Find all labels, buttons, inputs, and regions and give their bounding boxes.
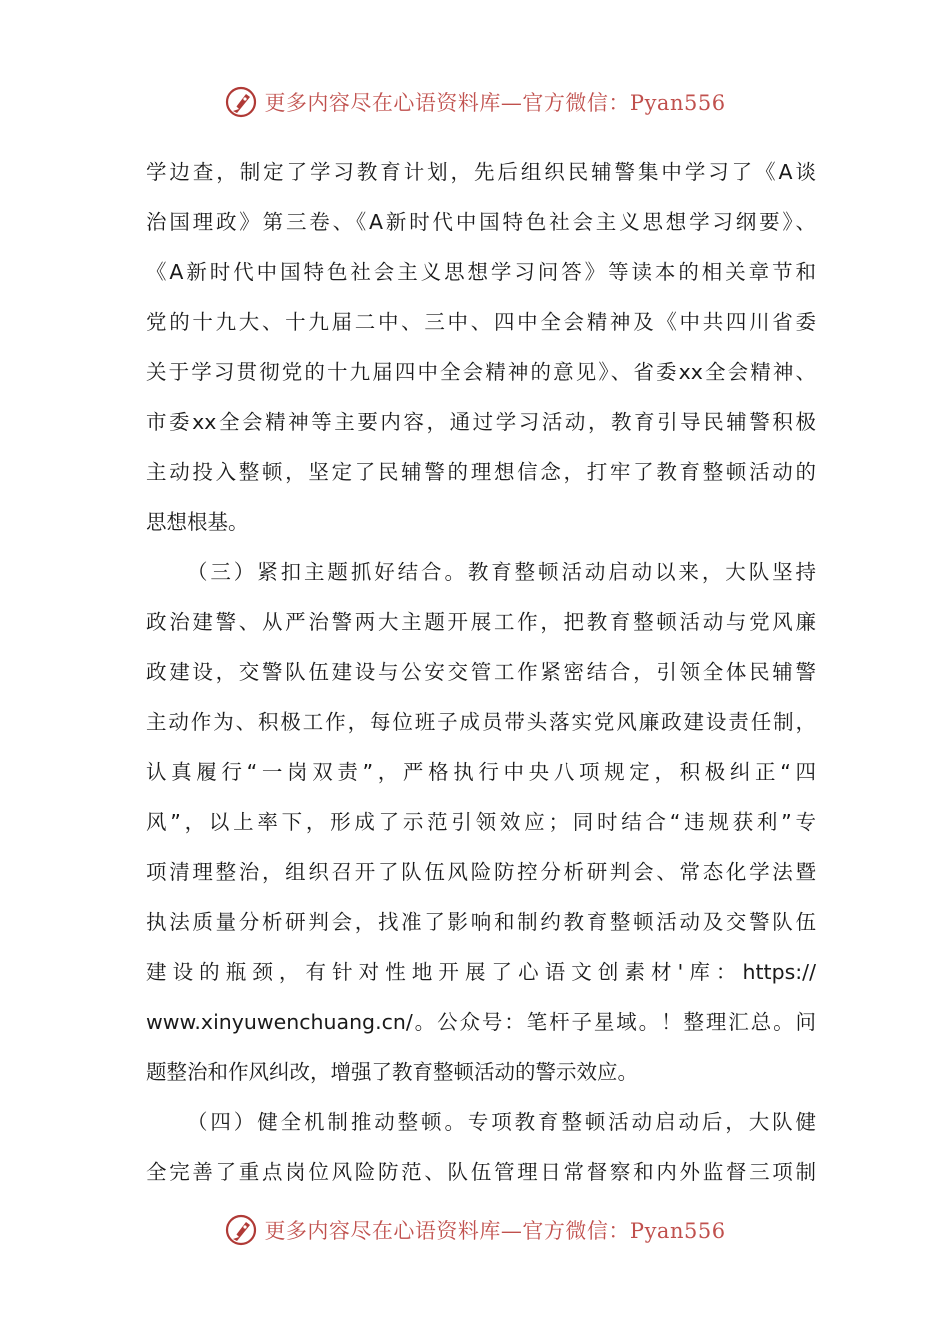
text-line: 题整治和作风纠改，增强了教育整顿活动的警示效应。: [146, 1060, 638, 1084]
text-line: 认真履行“一岗双责”，严格执行中央八项规定，积极纠正“四: [146, 760, 816, 784]
text-line: 思想根基。: [146, 510, 249, 534]
text-line: 学边查，制定了学习教育计划，先后组织民辅警集中学习了《A谈: [146, 160, 816, 184]
banner-text: 更多内容尽在心语资料库—官方微信：Pyan556: [264, 1219, 726, 1243]
footer-watermark-banner: [0, 1210, 950, 1250]
text-line: 执法质量分析研判会，找准了影响和制约教育整顿活动及交警队伍: [146, 910, 816, 934]
banner-text: 更多内容尽在心语资料库—官方微信：Pyan556: [264, 91, 726, 115]
pen-nib-logo-icon: [224, 85, 258, 119]
text-line: 关于学习贯彻党的十九届四中全会精神的意见》、省委xx全会精神、: [146, 360, 816, 384]
header-watermark-banner: [0, 82, 950, 122]
text-line: 主动作为、积极工作，每位班子成员带头落实党风廉政建设责任制，: [146, 710, 816, 734]
text-line: 《A新时代中国特色社会主义思想学习问答》等读本的相关章节和: [146, 260, 816, 284]
text-line: 政治建警、从严治警两大主题开展工作，把教育整顿活动与党风廉: [146, 610, 816, 634]
text-line: 主动投入整顿，坚定了民辅警的理想信念，打牢了教育整顿活动的: [146, 460, 816, 484]
document-body: [146, 147, 816, 1197]
text-line: 市委xx全会精神等主要内容，通过学习活动，教育引导民辅警积极: [146, 410, 816, 434]
text-line: 治国理政》第三卷、《A新时代中国特色社会主义思想学习纲要》、: [146, 210, 816, 234]
text-line: www.xinyuwenchuang.cn/。公众号：笔杆子星域。！整理汇总。问: [146, 1010, 816, 1034]
text-line: 政建设，交警队伍建设与公安交管工作紧密结合，引领全体民辅警: [146, 660, 816, 684]
text-line: 风”，以上率下，形成了示范引领效应；同时结合“违规获利”专: [146, 810, 816, 834]
text-line: 项清理整治，组织召开了队伍风险防控分析研判会、常态化学法暨: [146, 860, 816, 884]
text-line: （三）紧扣主题抓好结合。教育整顿活动启动以来，大队坚持: [187, 560, 816, 584]
pen-nib-logo-icon: [224, 1213, 258, 1247]
text-line: 全完善了重点岗位风险防范、队伍管理日常督察和内外监督三项制: [146, 1160, 816, 1184]
text-line: 建设的瓶颈，有针对性地开展了心语文创素材'库：https://: [146, 960, 816, 984]
text-line: （四）健全机制推动整顿。专项教育整顿活动启动后，大队健: [187, 1110, 816, 1134]
text-line: 党的十九大、十九届二中、三中、四中全会精神及《中共四川省委: [146, 310, 816, 334]
